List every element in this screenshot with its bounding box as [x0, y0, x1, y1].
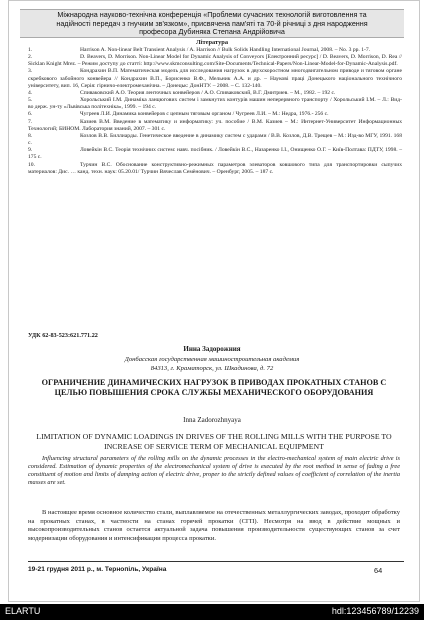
affiliation-institution: Донбасская государственная машиностроительная академия [124, 356, 300, 363]
repository-bar [0, 604, 424, 620]
author-name-ru: Инна Задорожния [183, 345, 241, 353]
reference-item: 9. Ловейкін В.С. Теорія технічних систем: навч. посібник. / Ловейкін В.С., Назаренко І.І., Онищенко О.Г. – Київ-Полтава: ПДТУ, 1998. – 175 с. [28, 147, 402, 161]
reference-item: 7. Казиев В.М. Введение в математику и информатику: уч. пособие / В.М. Казиев – М.: Интернет-Университет Информационных Технологий; БИНОМ. Лаборатория знаний, 2007. – 301 с. [28, 118, 402, 132]
reference-item: 1. Harrison A. Non-linear Belt Transient Analysis / A. Harrison // Bulk Solids Handling International Journal, 2008. – No. 3 pp. 1-7. [28, 47, 371, 53]
footer-conference-date: 19-21 грудня 2011 р., м. Тернопіль, Україна [28, 566, 167, 573]
reference-item: 2. D. Beavers, D. Morrison. Non-Linear Model for Dynamic Analysis of Conveyors [Електронний ресурс] / D. Beavers, D. Morrison, D. Rea // Sicklan Knight Mrez. – Режим доступу до статті: http://www.skmconsulting.com/Site-Documents/Technical-Papers/Non-Linear-Model-for-Dynamic-Analysis.pdf. [28, 54, 402, 68]
body-paragraph: В настоящее время основное количество стали, выплавляемое на отечественных металлургических заводах, проходит обработку на прокатных станах, в частности на станах горячей прокатки (СГП). Несмотря на ввод в действие мощных и высокопроизводительных станов остается актуальной задача повышения производительности существующих станов за счет модернизации оборудования и интенсификации процесса прокатки. [28, 509, 400, 542]
affiliation [0, 355, 424, 373]
header-line-1: Міжнародна науково-технічна конференція «Проблеми сучасних технологій виготовлення та [57, 10, 367, 19]
udc-code: УДК 62-83-523:621.771.22 [28, 332, 98, 339]
author-name-en: Inna Zadorozhnyaya [183, 416, 241, 424]
reference-item: 8. Козлов В.В. Биллиарды. Генетическое введение в динамику систем с ударами / В.В. Козлов, Д.В. Трещев – М.: Изд-во МГУ, 1991. 168 с. [28, 132, 402, 147]
repository-name: ELARTU [5, 606, 41, 616]
header-line-3: професора Дубиняка Степана Андрійовича [139, 27, 285, 37]
references-list [28, 47, 402, 176]
footer-divider [28, 561, 404, 562]
abstract-en: Influencing structural parameters of the rolling mills on the dynamic processes in the electro-mechanical system of main electric drive is considered. Estimation of dynamic properties of the electromechanical system of drive is executed by the root method in sense of fading a free constituent of motion and limits of damping action of electric drive, proper to the strictly defined values of coefficient of correlation of the inertia masses are set. [28, 455, 400, 487]
conference-header [20, 9, 404, 38]
header-line-2: надійності передач з гнучким зв'язком», присвячена пам'яті та 70-й річниці з дня народження [56, 18, 368, 28]
article-title-en: LIMITATION OF DYNAMIC LOADINGS IN DRIVES OF THE ROLLING MILLS WITH THE PURPOSE TO INCREASE OF SERVICE TERM OF MECHANICAL EQUIPMENT [36, 432, 392, 451]
reference-item: 3. Кондрахин В.П. Математическая модель для исследования нагрузок в двухскоростном многодвигательном приводе и тяговом органе скребкового забойного конвейера // Кондрахин В.П., Борисенко В.Ф., Мельник А.А. и др. – Наукові праці Донецького національного технічного університету, вип. 16, Серія: гірничо-електромеханічна. – Донецьк: ДонНТУ. – 2008. – С. 132-140. [28, 68, 402, 89]
affiliation-address: 84313, г. Краматорск, ул. Шкадинова, д. 72 [150, 365, 274, 372]
article-title-ru: ОГРАНИЧЕНИЕ ДИНАМИЧЕСКИХ НАГРУЗОК В ПРИВОДАХ ПРОКАТНЫХ СТАНОВ С ЦЕЛЬЮ ПОВЫШЕНИЯ СРОКА СЛУЖБЫ МЕХАНИЧЕСКОГО ОБОРУДОВАНИЯ [41, 378, 387, 397]
page-number: 64 [374, 566, 383, 575]
reference-item: 4. Спиваковский А.О. Теория ленточных конвейеров / А.О. Спиваковский, В.Г. Дмитриев. – М., 1982. – 192 с. [28, 89, 336, 96]
reference-item: 10. Турчин В.С. Обоснование конструктивно-режимных параметров элеваторов ковшового типа для транспортировки сыпучих материалов: Дис. … канд. техн. наук: 05.20.01/ Турчин Вячеслав Семёнович. – Оренбург, 2005. – 187 с. [28, 161, 402, 175]
references-title: Література [195, 39, 229, 46]
reference-item: 6. Чугреев Л.И. Динамика конвейеров с цепным тяговым органом / Чугреев Л.И. – М.: Недра, 1976.- 256 с. [28, 111, 329, 118]
handle-id: hdl:123456789/12239 [331, 606, 419, 616]
reference-item: 5. Хорольський І.М. Динаміка ланцюгових систем і замкнутих контурів машин неперервного транспорту / Хорольський І.М. – Л.: Вид-во держ. ун-ту «Львівська політехніка», 1999. – 194 с. [28, 97, 402, 111]
